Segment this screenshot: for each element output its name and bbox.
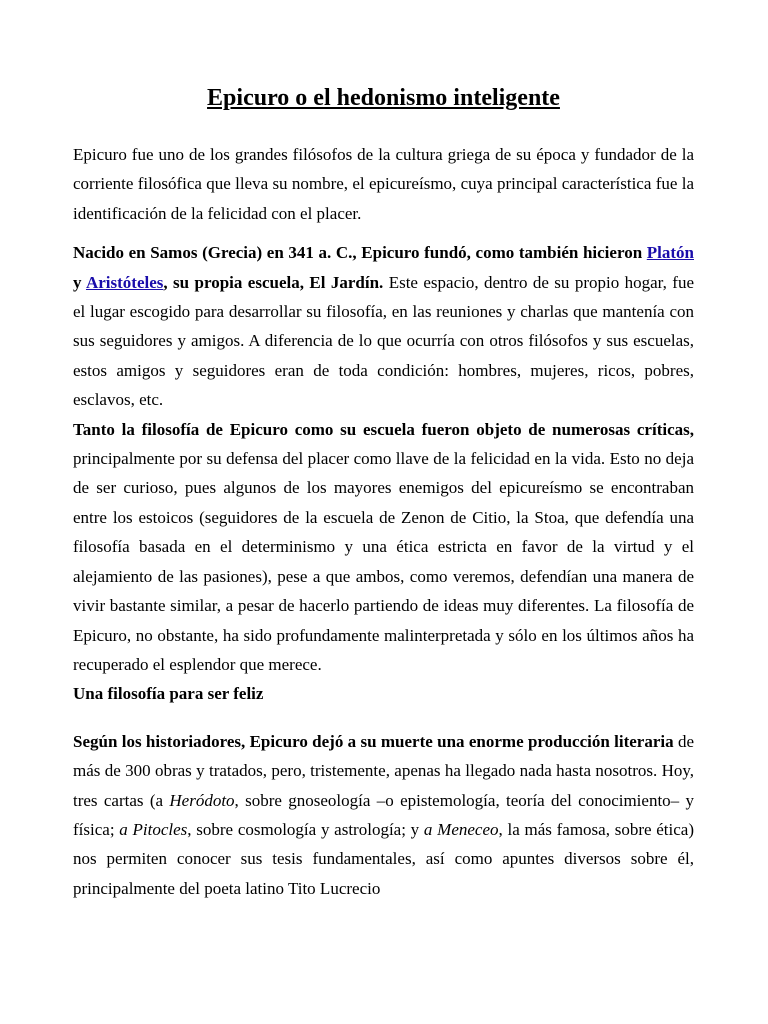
works-text-c: , sobre cosmología y astrología; y [187,819,424,839]
works-italic-herodoto: Heródoto [169,790,235,810]
garden-bold-and: y [73,272,86,292]
paragraph-intro [73,140,694,228]
document-title: Epicuro o el hedonismo inteligente [207,85,560,111]
link-platon[interactable]: Platón [646,243,694,263]
works-text-b: , sobre gnoseología –o epistemología, teoría del conocimiento– y física; [73,790,694,839]
paragraph-garden [73,238,694,414]
link-aristoteles[interactable]: Aristóteles [85,272,164,292]
garden-bold-lead: Nacido en Samos (Grecia) en 341 a. C., Epicuro fundó, como también hicieron [73,243,647,263]
paragraph-criticism [73,415,694,680]
works-italic-meneceo: a Meneceo [423,819,499,839]
works-italic-pitocles: a Pitocles [119,819,188,839]
works-text-a: de más de 300 obras y tratados, pero, tristemente, apenas ha llegado nada hasta nosotros. Hoy, tres cartas (a [73,731,695,810]
criticism-body-text: principalmente por su defensa del placer como llave de la felicidad en la vida. Esto no deja de ser curioso, pues algunos de los mayores enemigos del epicureísmo se encontraban entre los estoicos (seguidores de la escuela de Zenon de Citio, la Stoa, que defendía una filosofía basada en el determinismo y una ética estricta en favor de la virtud y el alejamiento de las pasiones), pese a que ambos, como veremos, defendían una manera de vivir bastante similar, a pesar de hacerlo partiendo de ideas muy diferentes. La filosofía de Epicuro, no obstante, ha sido profundamente malinterpretada y sólo en los últimos años ha recuperado el esplendor que merece. [73,449,694,674]
document-page [73,80,694,903]
works-bold-lead: Según los historiadores, Epicuro dejó a su muerte una enorme producción literaria [73,731,674,751]
garden-body-text: Este espacio, dentro de su propio hogar, fue el lugar escogido para desarrollar su filosofía, en las reuniones y charlas que mantenía con sus seguidores y amigos. A diferencia de lo que ocurría con otros filósofos y sus escuelas, estos amigos y seguidores eran de toda condición: hombres, mujeres, ricos, pobres, esclavos, etc. [73,272,694,410]
paragraph-intro-text: Epicuro fue uno de los grandes filósofos de la cultura griega de su época y fundador de la corriente filosófica que lleva su nombre, el epicureísmo, cuya principal característica fue la identificación de la felicidad con el placer. [73,145,694,223]
paragraph-works [73,727,694,903]
section-subheading: Una filosofía para ser feliz [73,684,264,704]
works-text-d: , la más famosa, sobre ética) nos permiten conocer sus tesis fundamentales, así como apuntes diversos sobre él, principalmente del poeta latino Tito Lucrecio [73,819,695,898]
criticism-bold-lead: Tanto la filosofía de Epicuro como su escuela fueron objeto de numerosas críticas, [73,419,694,439]
garden-bold-tail: , su propia escuela, El Jardín. [163,272,384,292]
